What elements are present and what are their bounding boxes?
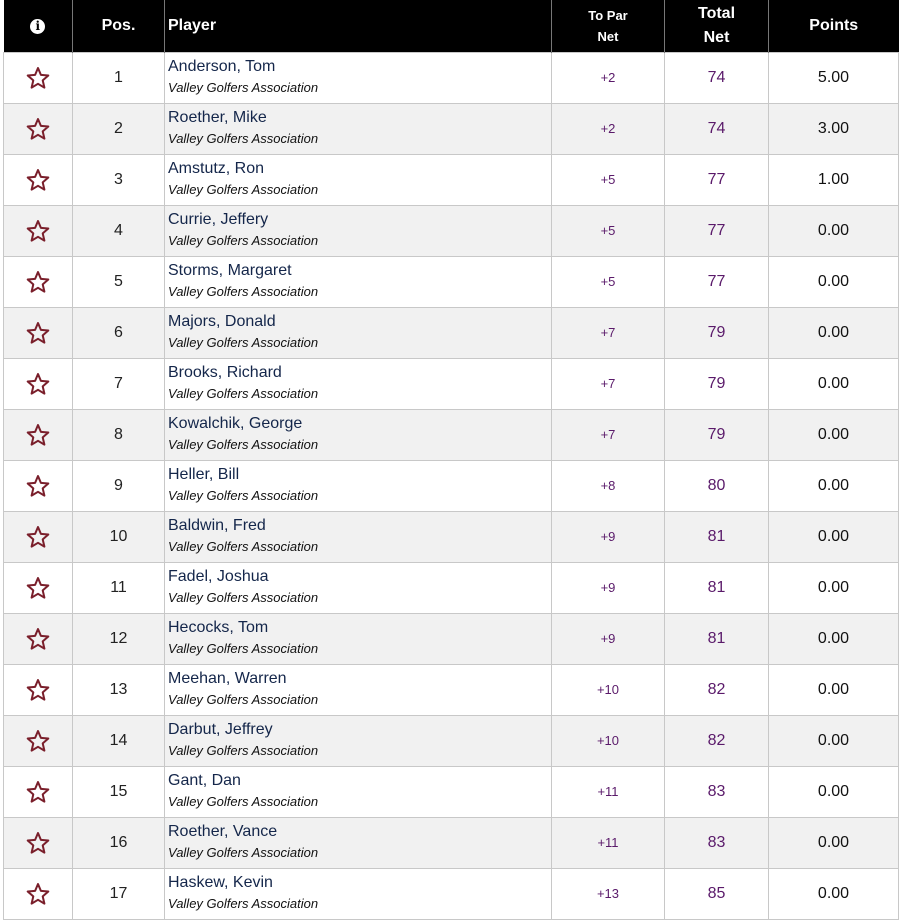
total-net-cell: 79: [665, 409, 769, 460]
player-cell: [165, 868, 552, 919]
points-header[interactable]: Points: [769, 0, 899, 52]
total-header-line1: Total: [697, 4, 736, 22]
player-club: Valley Golfers Association: [168, 743, 319, 758]
table-row[interactable]: [4, 409, 899, 460]
total-net-cell: 79: [665, 307, 769, 358]
player-name-link[interactable]: Majors, Donald: [168, 313, 276, 330]
total-net-cell: 82: [665, 664, 769, 715]
player-club: Valley Golfers Association: [168, 539, 319, 554]
position-cell: 16: [73, 817, 165, 868]
player-name-link[interactable]: Haskew, Kevin: [168, 874, 273, 891]
favorite-star-button[interactable]: [4, 613, 73, 664]
favorite-star-button[interactable]: [4, 511, 73, 562]
player-name-link[interactable]: Darbut, Jeffrey: [168, 721, 273, 738]
star-icon[interactable]: [4, 831, 72, 855]
points-cell: 0.00: [769, 664, 899, 715]
table-row[interactable]: [4, 205, 899, 256]
favorite-star-button[interactable]: [4, 409, 73, 460]
to-par-cell: +13: [552, 868, 665, 919]
table-row[interactable]: [4, 256, 899, 307]
player-cell: [165, 205, 552, 256]
player-cell: [165, 358, 552, 409]
star-icon[interactable]: [4, 423, 72, 447]
position-cell: 5: [73, 256, 165, 307]
favorite-star-button[interactable]: [4, 358, 73, 409]
player-name-link[interactable]: Currie, Jeffery: [168, 211, 269, 228]
total-net-cell: 80: [665, 460, 769, 511]
total-net-cell: 74: [665, 103, 769, 154]
favorite-star-button[interactable]: [4, 205, 73, 256]
player-cell: [165, 715, 552, 766]
player-name-link[interactable]: Gant, Dan: [168, 772, 241, 789]
to-par-header-line2: Net: [597, 28, 619, 44]
star-icon[interactable]: [4, 474, 72, 498]
player-name-link[interactable]: Hecocks, Tom: [168, 619, 269, 636]
position-cell: 4: [73, 205, 165, 256]
to-par-header-line1: To Par: [588, 7, 628, 23]
player-club: Valley Golfers Association: [168, 386, 319, 401]
player-cell: [165, 766, 552, 817]
position-cell: 9: [73, 460, 165, 511]
favorite-star-button[interactable]: [4, 817, 73, 868]
total-net-cell: 77: [665, 154, 769, 205]
player-cell: [165, 664, 552, 715]
table-row[interactable]: [4, 460, 899, 511]
player-club: Valley Golfers Association: [168, 131, 319, 146]
player-club: Valley Golfers Association: [168, 794, 319, 809]
position-cell: 11: [73, 562, 165, 613]
to-par-cell: +7: [552, 358, 665, 409]
player-header[interactable]: Player: [165, 0, 552, 52]
position-cell: 14: [73, 715, 165, 766]
to-par-cell: +2: [552, 52, 665, 103]
total-net-cell: 77: [665, 205, 769, 256]
total-net-cell: 81: [665, 511, 769, 562]
to-par-cell: +2: [552, 103, 665, 154]
star-icon[interactable]: [4, 678, 72, 702]
position-cell: 7: [73, 358, 165, 409]
star-icon[interactable]: [4, 627, 72, 651]
player-club: Valley Golfers Association: [168, 80, 319, 95]
points-cell: 0.00: [769, 460, 899, 511]
points-cell: 0.00: [769, 358, 899, 409]
points-cell: 0.00: [769, 613, 899, 664]
to-par-cell: +8: [552, 460, 665, 511]
points-cell: 0.00: [769, 562, 899, 613]
favorite-star-button[interactable]: [4, 307, 73, 358]
position-cell: 1: [73, 52, 165, 103]
info-header[interactable]: [4, 0, 73, 52]
points-cell: 0.00: [769, 766, 899, 817]
star-icon[interactable]: [4, 321, 72, 345]
player-cell: [165, 103, 552, 154]
table-row[interactable]: [4, 103, 899, 154]
points-cell: 0.00: [769, 256, 899, 307]
total-net-cell: 79: [665, 358, 769, 409]
total-net-cell: 81: [665, 613, 769, 664]
player-club: Valley Golfers Association: [168, 896, 319, 911]
position-cell: 6: [73, 307, 165, 358]
position-cell: 12: [73, 613, 165, 664]
info-icon[interactable]: i: [30, 19, 45, 34]
player-name-link[interactable]: Kowalchik, George: [168, 415, 303, 432]
table-row[interactable]: [4, 358, 899, 409]
player-club: Valley Golfers Association: [168, 437, 319, 452]
position-cell: 15: [73, 766, 165, 817]
favorite-star-button[interactable]: [4, 715, 73, 766]
total-net-cell: 77: [665, 256, 769, 307]
player-cell: [165, 307, 552, 358]
favorite-star-button[interactable]: [4, 664, 73, 715]
favorite-star-button[interactable]: [4, 52, 73, 103]
favorite-star-button[interactable]: [4, 868, 73, 919]
to-par-cell: +7: [552, 307, 665, 358]
header-row: [4, 0, 899, 52]
player-cell: [165, 154, 552, 205]
position-cell: 8: [73, 409, 165, 460]
player-name-link[interactable]: Meehan, Warren: [168, 670, 287, 687]
points-cell: 0.00: [769, 205, 899, 256]
player-name-link[interactable]: Heller, Bill: [168, 466, 240, 483]
table-row[interactable]: [4, 307, 899, 358]
player-cell: [165, 613, 552, 664]
player-name-link[interactable]: Roether, Vance: [168, 823, 278, 840]
to-par-cell: +5: [552, 256, 665, 307]
favorite-star-button[interactable]: [4, 256, 73, 307]
player-name-link[interactable]: Anderson, Tom: [168, 58, 276, 75]
to-par-cell: +9: [552, 613, 665, 664]
table-row[interactable]: [4, 664, 899, 715]
player-club: Valley Golfers Association: [168, 590, 319, 605]
points-cell: 1.00: [769, 154, 899, 205]
table-row[interactable]: [4, 715, 899, 766]
to-par-header[interactable]: [552, 0, 665, 52]
to-par-cell: +11: [552, 817, 665, 868]
star-icon[interactable]: [4, 66, 72, 90]
total-header[interactable]: [665, 0, 769, 52]
to-par-cell: +11: [552, 766, 665, 817]
star-icon[interactable]: [4, 372, 72, 396]
player-cell: [165, 817, 552, 868]
player-club: Valley Golfers Association: [168, 641, 319, 656]
to-par-cell: +9: [552, 562, 665, 613]
table-row[interactable]: [4, 52, 899, 103]
player-name-link[interactable]: Baldwin, Fred: [168, 517, 266, 534]
player-cell: [165, 52, 552, 103]
favorite-star-button[interactable]: [4, 103, 73, 154]
total-net-cell: 83: [665, 766, 769, 817]
points-cell: 0.00: [769, 511, 899, 562]
favorite-star-button[interactable]: [4, 154, 73, 205]
table-row[interactable]: [4, 613, 899, 664]
star-icon[interactable]: [4, 117, 72, 141]
favorite-star-button[interactable]: [4, 562, 73, 613]
star-icon[interactable]: [4, 525, 72, 549]
points-cell: 0.00: [769, 868, 899, 919]
player-club: Valley Golfers Association: [168, 233, 319, 248]
player-club: Valley Golfers Association: [168, 692, 319, 707]
position-cell: 10: [73, 511, 165, 562]
star-icon[interactable]: [4, 882, 72, 906]
table-row[interactable]: [4, 562, 899, 613]
to-par-cell: +5: [552, 205, 665, 256]
favorite-star-button[interactable]: [4, 460, 73, 511]
player-name-link[interactable]: Roether, Mike: [168, 109, 267, 126]
points-cell: 5.00: [769, 52, 899, 103]
player-name-link[interactable]: Fadel, Joshua: [168, 568, 269, 585]
star-icon[interactable]: [4, 168, 72, 192]
points-cell: 0.00: [769, 817, 899, 868]
total-net-cell: 83: [665, 817, 769, 868]
player-club: Valley Golfers Association: [168, 284, 319, 299]
player-cell: [165, 409, 552, 460]
total-net-cell: 74: [665, 52, 769, 103]
pos-header[interactable]: Pos.: [73, 0, 165, 52]
points-cell: 0.00: [769, 409, 899, 460]
player-club: Valley Golfers Association: [168, 845, 319, 860]
total-header-line2: Net: [703, 28, 730, 46]
position-cell: 3: [73, 154, 165, 205]
total-net-cell: 82: [665, 715, 769, 766]
to-par-cell: +10: [552, 664, 665, 715]
leaderboard-body: [4, 52, 899, 919]
star-icon[interactable]: [4, 729, 72, 753]
total-net-cell: 85: [665, 868, 769, 919]
points-cell: 0.00: [769, 715, 899, 766]
player-club: Valley Golfers Association: [168, 335, 319, 350]
to-par-cell: +10: [552, 715, 665, 766]
player-club: Valley Golfers Association: [168, 182, 319, 197]
player-name-link[interactable]: Brooks, Richard: [168, 364, 282, 381]
star-icon[interactable]: [4, 780, 72, 804]
star-icon[interactable]: [4, 270, 72, 294]
star-icon[interactable]: [4, 576, 72, 600]
table-row[interactable]: [4, 817, 899, 868]
table-row[interactable]: [4, 511, 899, 562]
star-icon[interactable]: [4, 219, 72, 243]
table-row[interactable]: [4, 154, 899, 205]
to-par-cell: +7: [552, 409, 665, 460]
player-name-link[interactable]: Amstutz, Ron: [168, 160, 265, 177]
player-cell: [165, 256, 552, 307]
player-cell: [165, 460, 552, 511]
player-name-link[interactable]: Storms, Margaret: [168, 262, 292, 279]
player-club: Valley Golfers Association: [168, 488, 319, 503]
player-cell: [165, 511, 552, 562]
player-cell: [165, 562, 552, 613]
favorite-star-button[interactable]: [4, 766, 73, 817]
position-cell: 17: [73, 868, 165, 919]
to-par-cell: +9: [552, 511, 665, 562]
leaderboard-table: [3, 0, 899, 920]
position-cell: 13: [73, 664, 165, 715]
to-par-cell: +5: [552, 154, 665, 205]
total-net-cell: 81: [665, 562, 769, 613]
table-row[interactable]: [4, 868, 899, 919]
table-row[interactable]: [4, 766, 899, 817]
points-cell: 3.00: [769, 103, 899, 154]
position-cell: 2: [73, 103, 165, 154]
points-cell: 0.00: [769, 307, 899, 358]
